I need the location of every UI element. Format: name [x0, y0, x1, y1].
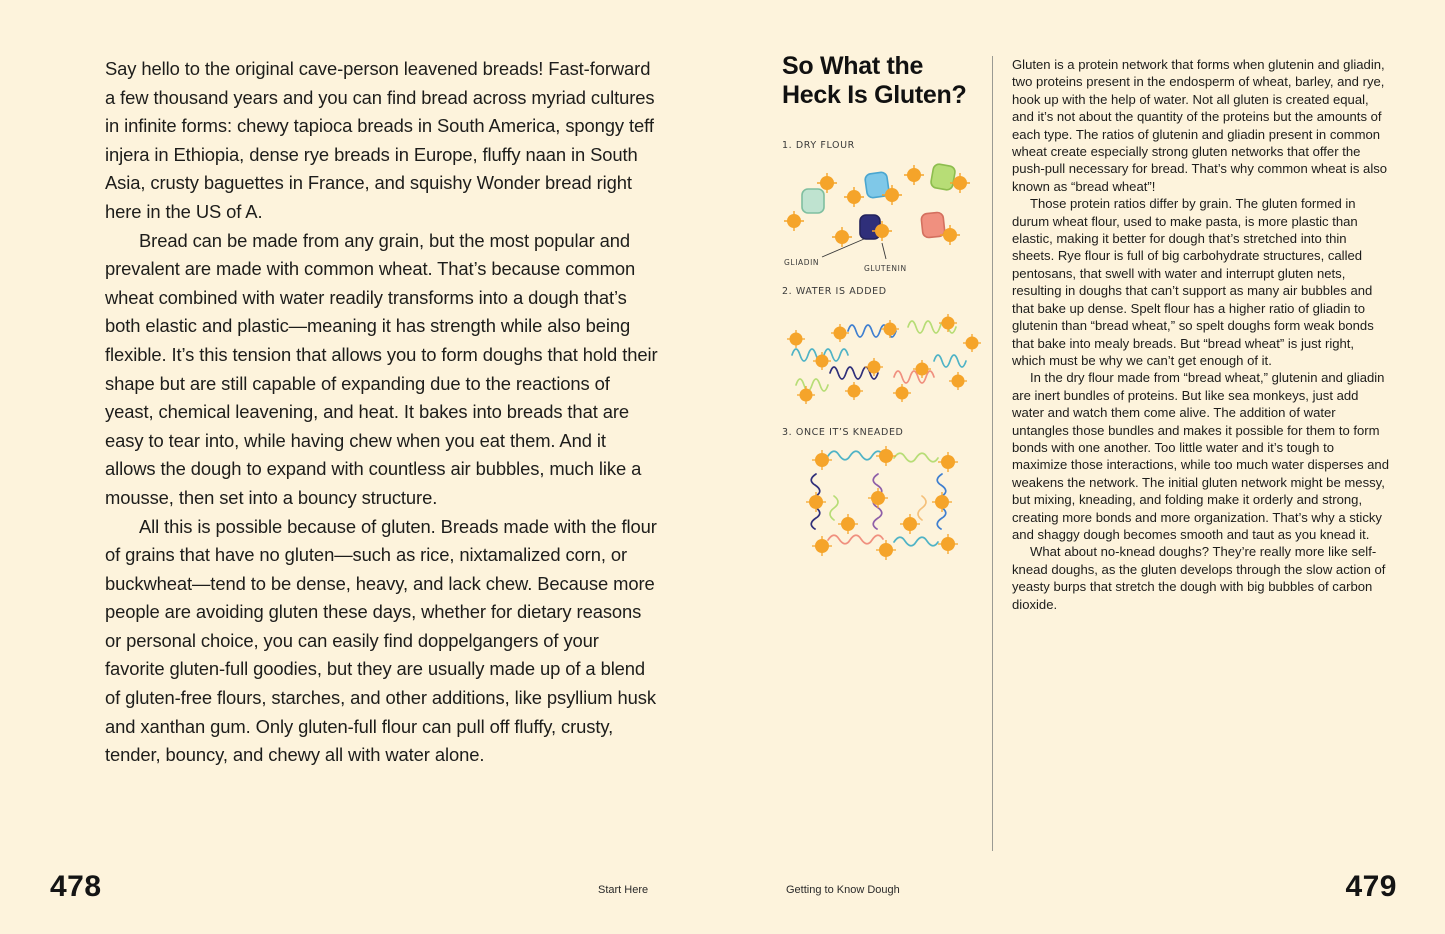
- diagram-step-2: [782, 286, 1012, 419]
- right-page: [730, 0, 1445, 934]
- kneaded-network-illustration: [782, 440, 997, 570]
- diagram-step-3-label: 3. ONCE IT’S KNEADED: [782, 427, 904, 438]
- dry-flour-illustration: [782, 153, 997, 278]
- sidebar-heading-column: [782, 52, 972, 110]
- left-paragraph-2: Bread can be made from any grain, but the most popular and prevalent are made with common wheat. That’s because common wheat combined with water readily transforms into a dough that’s both elastic and plastic—meaning it has strength while also being flexible. It’s this tension that allows you to form doughs that hold their shape but are still capable of expanding due to the reactions of yeast, chemical leavening, and heat. It bakes into breads that are easy to tear into, while having chew when you eat them. And it allows the dough to expand with countless air bubbles, much like a mousse, then set into a bouncy structure.: [105, 229, 658, 508]
- diagram-step-3: [782, 427, 1012, 570]
- annotation-glutenin: GLUTENIN: [864, 264, 907, 273]
- right-paragraph-4: What about no-knead doughs? They’re really more like self-knead doughs, as the gluten develops through the slow action of yeasty burps that stretch the dough with big bubbles of carbon dioxide.: [1012, 544, 1386, 612]
- right-paragraph-3: In the dry flour made from “bread wheat,” glutenin and gliadin are inert bundles of proteins. But like sea monkeys, just add water and watch them come alive. The addition of water untangles those bundles and makes it possible for them to form bonds with one another. Too little water and it’s tough to maximize those interactions, while too much water disperses and weakens the network. The initial gluten network might be messy, but mixing, kneading, and folding make it orderly and strong, creating more bonds and more organization. That’s why a sticky and shaggy dough becomes smooth and taut as you knead it.: [1012, 370, 1389, 542]
- left-paragraph-1: Say hello to the original cave-person leavened breads! Fast-forward a few thousand years and you can find bread across myriad cultures in infinite forms: chewy tapioca breads in South America, spongy teff injera in Ethiopia, dense rye breads in Europe, fluffy naan in South Asia, crusty baguettes in France, and squishy Wonder bread right here in the US of A.: [105, 58, 655, 222]
- sidebar-title: So What the Heck Is Gluten?: [782, 52, 967, 109]
- page-number-left: 478: [50, 870, 102, 903]
- diagram-step-1-label: 1. DRY FLOUR: [782, 140, 855, 151]
- right-paragraph-1: Gluten is a protein network that forms when glutenin and gliadin, two proteins present in the endosperm of wheat, barley, and rye, hook up with the help of water. Not all gluten is created equal, and it’s not about the quantity of the proteins but the amounts of each type. The ratios of glutenin and gliadin present in common wheat create especially strong gluten networks that offer the push-pull necessary for bread. That’s why common wheat is also known as “bread wheat”!: [1012, 57, 1388, 194]
- left-paragraph-3: All this is possible because of gluten. Breads made with the flour of grains that have no gluten—such as rice, nixtamalized corn, or buckwheat—tend to be dense, heavy, and lack chew. Because more people are avoiding gluten these days, whether for dietary reasons or personal choice, you can easily find doppelgangers of your favorite gluten-full goodies, but they are usually made up of a blend of gluten-free flours, starches, and other additions, like psyllium husk and xanthan gum. Only gluten-full flour can pull off fluffy, crusty, tender, bouncy, and chewy all with water alone.: [105, 515, 657, 766]
- annotation-gliadin: GLIADIN: [784, 258, 820, 267]
- right-page-body: [1012, 56, 1390, 613]
- right-paragraph-2: Those protein ratios differ by grain. The gluten formed in durum wheat flour, used to make pasta, is more plastic than elastic, making it better for dough that’s stretched into thin sheets. Rye flour is full of big carbohydrate structures, called pentosans, that swell with water and interrupt gluten nets, resulting in doughs that can’t support as many air bubbles and that bake up dense. Spelt flour has a higher ratio of gliadin to glutenin than “bread wheat,” so spelt doughs form weak bonds that bake into mealy breads. But “bread wheat” is just right, which must be why we can’t get enough of it.: [1012, 196, 1374, 368]
- left-page-body: [105, 55, 660, 770]
- page-number-right: 479: [1345, 870, 1397, 903]
- gluten-diagram: [782, 140, 1012, 578]
- running-head-left: Start Here: [598, 884, 649, 896]
- water-added-illustration: [782, 299, 997, 419]
- running-head-right: Getting to Know Dough: [786, 884, 900, 896]
- diagram-step-2-label: 2. WATER IS ADDED: [782, 286, 887, 297]
- diagram-step-1: [782, 140, 1012, 278]
